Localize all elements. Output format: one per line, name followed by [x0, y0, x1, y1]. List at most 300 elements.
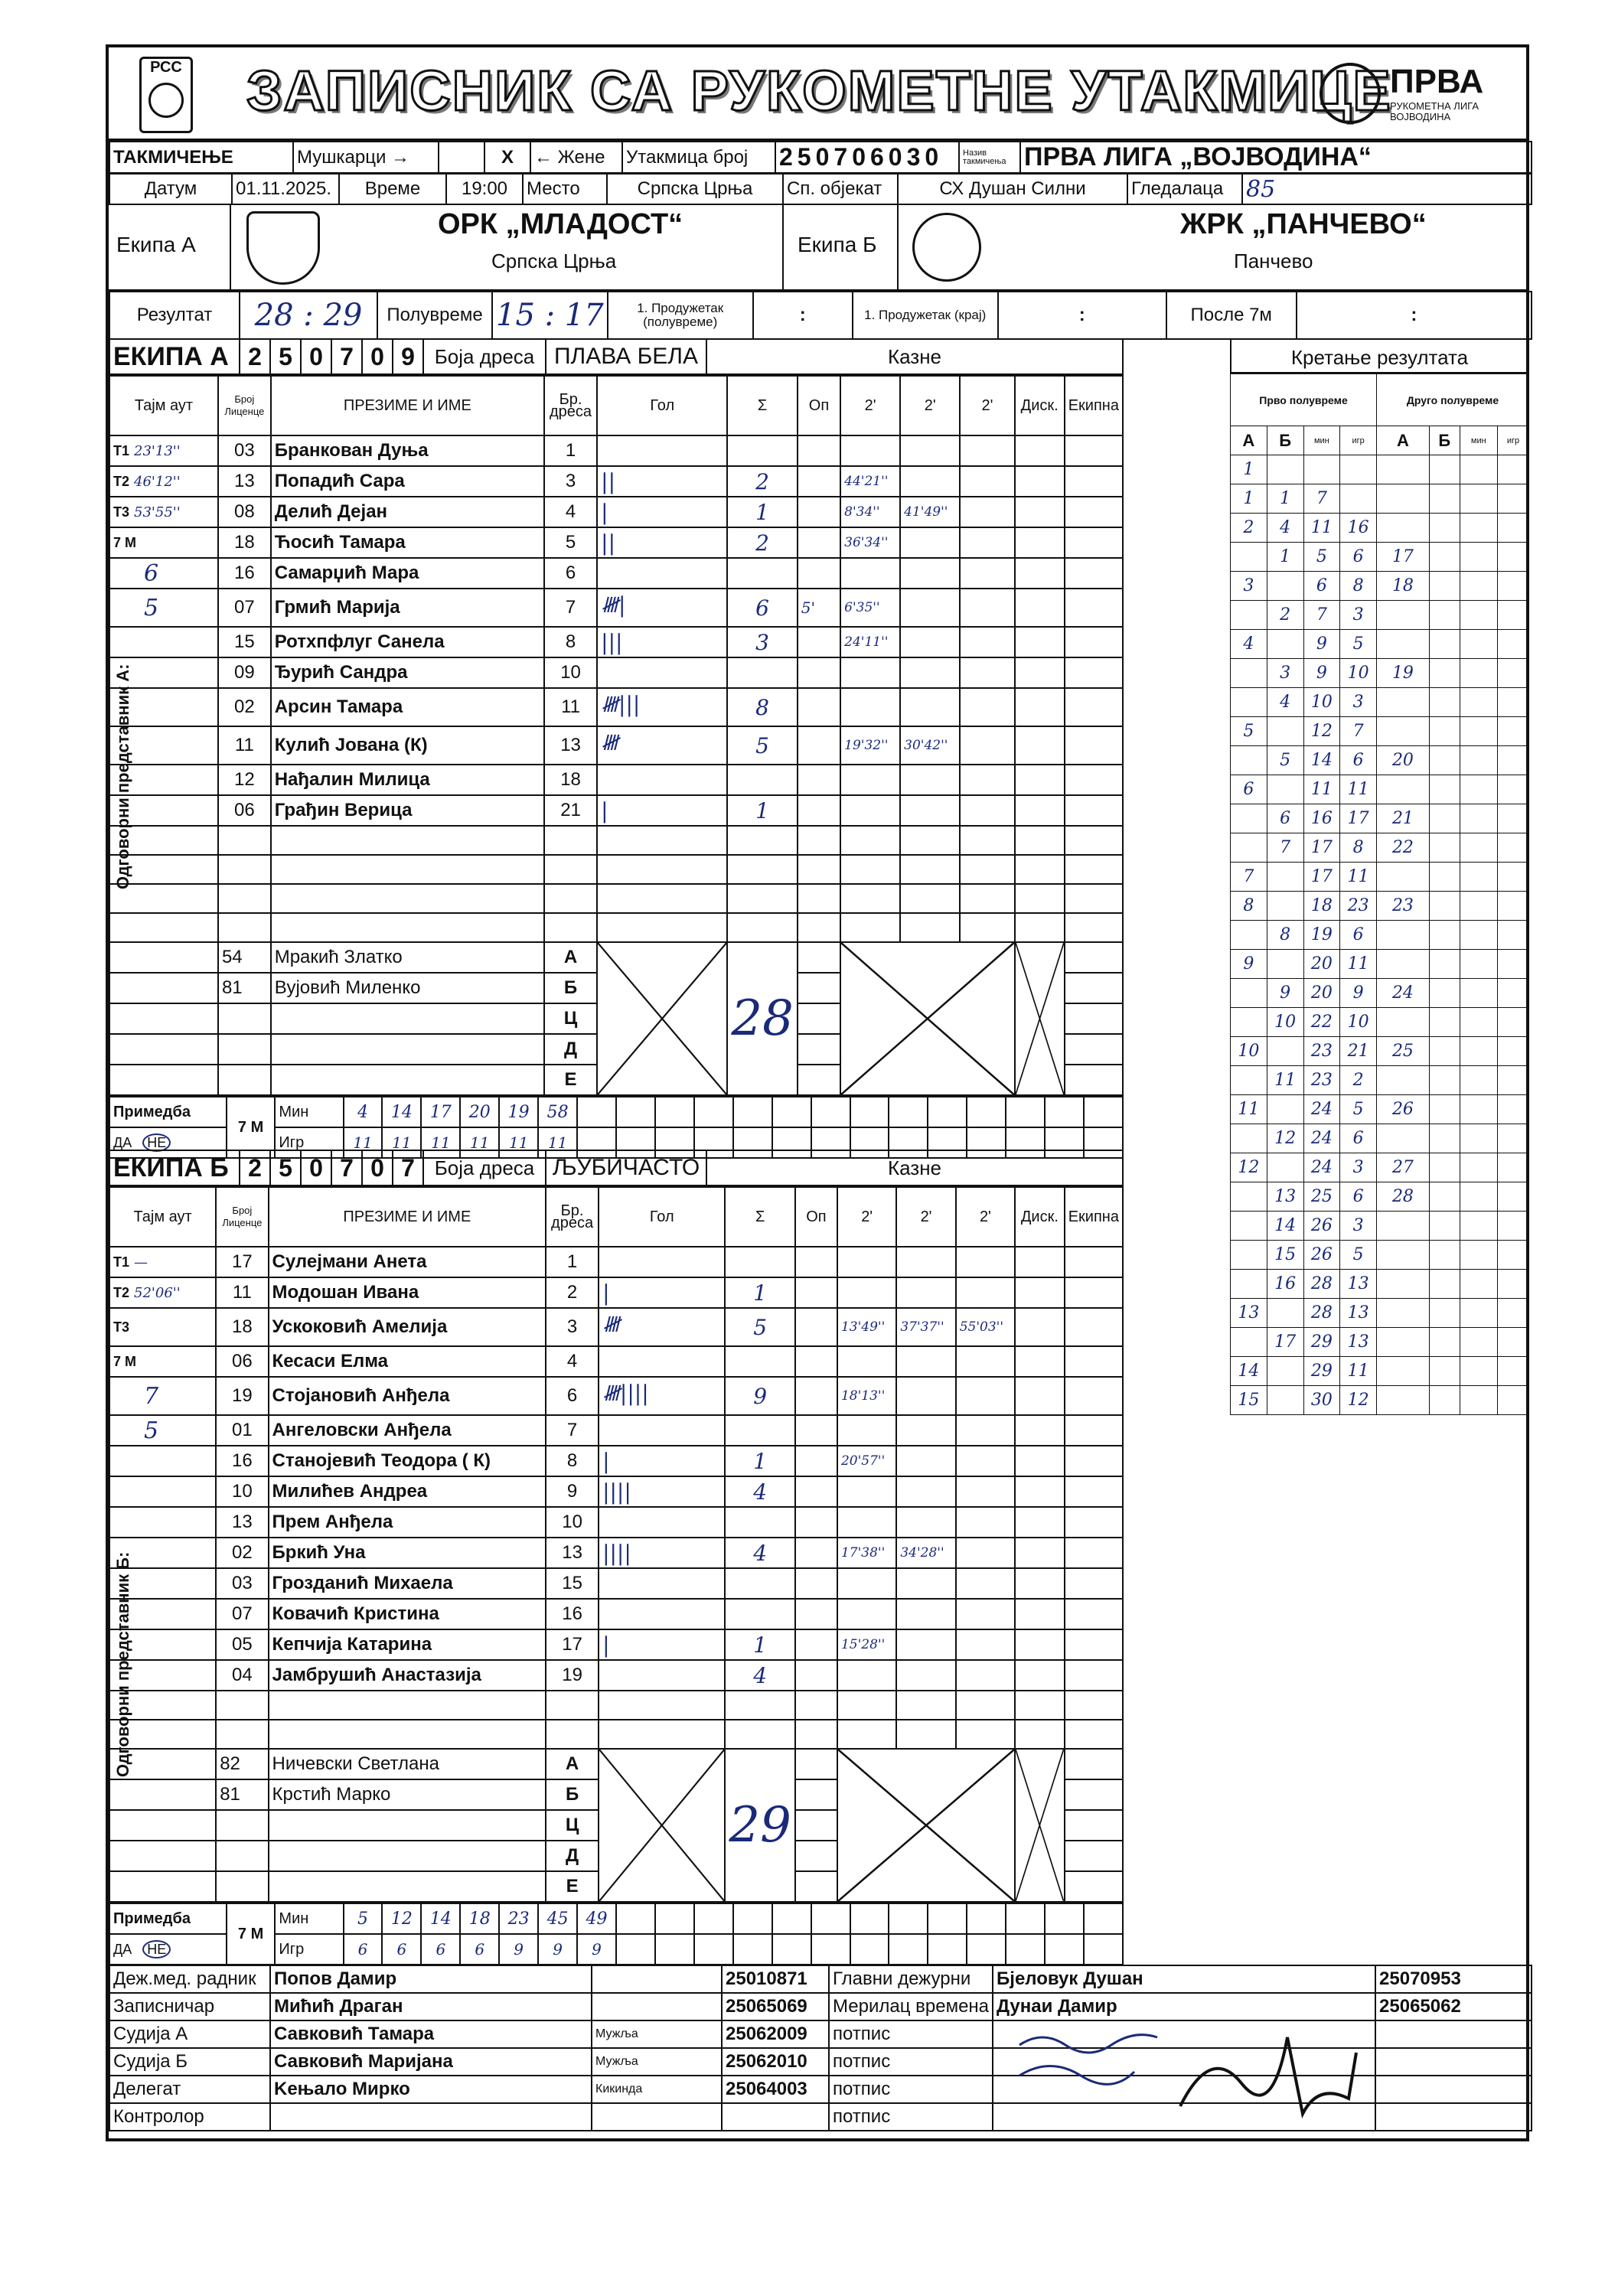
footer-role: Контролор [109, 2103, 270, 2131]
progress-cell: 22 [1377, 833, 1430, 863]
progress-cell: 11 [1340, 863, 1377, 892]
crossed-box [837, 1749, 1015, 1902]
team-code-digit: 0 [301, 339, 331, 374]
progress-cell [1460, 1008, 1497, 1037]
official-no: Ц [546, 1810, 599, 1841]
progress-cell [1497, 1212, 1528, 1241]
progress-row [1231, 630, 1529, 659]
progress-row [1231, 1357, 1529, 1386]
player-row [109, 1599, 1123, 1629]
progress-cell: 6 [1231, 775, 1267, 804]
empty-cell [109, 942, 218, 973]
timeout-value: 52'06'' [134, 1284, 181, 1301]
player-suspension [900, 765, 960, 795]
footer-lic: 25065069 [722, 1993, 829, 2020]
empty-row [109, 1691, 1123, 1720]
progress-cell: 10 [1231, 1037, 1267, 1066]
player-sum: 4 [725, 1476, 794, 1507]
player-team-pen [1065, 1346, 1123, 1377]
empty-cell [218, 913, 271, 942]
progress-cell [1429, 455, 1460, 484]
seven-m-minute: 12 [382, 1903, 421, 1934]
footer-lic2: 25070953 [1375, 1965, 1532, 1993]
seven-m-minute: 5 [344, 1903, 383, 1934]
player-disq [1015, 435, 1065, 466]
player-team-pen [1065, 558, 1123, 589]
player-goals [597, 435, 727, 466]
player-no: 6 [546, 1377, 599, 1415]
progress-cell: 4 [1231, 630, 1267, 659]
player-suspension [960, 726, 1015, 765]
player-sum [727, 435, 797, 466]
player-team-pen [1065, 466, 1123, 497]
progress-cell [1267, 1386, 1303, 1415]
progress-row [1231, 484, 1529, 514]
penalties-header: Казне [706, 1150, 1123, 1186]
player-name: Прем Анђела [269, 1507, 546, 1538]
progress-cell: 10 [1340, 659, 1377, 688]
player-name: Бранкован Дуња [271, 435, 544, 466]
progress-cell: 10 [1303, 688, 1340, 717]
player-suspension [837, 1346, 896, 1377]
progress-cell [1267, 1299, 1303, 1328]
player-suspension [896, 1568, 955, 1599]
player-goals: 𝍸|||| [599, 1377, 725, 1415]
progress-cell: 3 [1340, 1212, 1377, 1241]
empty-cell [1015, 884, 1065, 913]
official-no: А [544, 942, 597, 973]
seven-m-minute [733, 1903, 772, 1934]
progress-cell [1460, 1328, 1497, 1357]
official-name [269, 1871, 546, 1902]
progress-cell: 5 [1340, 1095, 1377, 1124]
player-no: 1 [546, 1247, 599, 1277]
player-disq [1015, 1660, 1065, 1691]
player-sum [725, 1247, 794, 1277]
seven-m-minute [850, 1903, 889, 1934]
player-disq [1015, 1507, 1065, 1538]
progress-cell [1429, 979, 1460, 1008]
progress-cell: 29 [1303, 1357, 1340, 1386]
empty-cell [546, 1720, 599, 1749]
official-lic: 81 [218, 973, 271, 1003]
progress-cell [1460, 746, 1497, 775]
progress-row [1231, 1095, 1529, 1124]
player-suspension [896, 1629, 955, 1660]
timeout-cell [109, 527, 218, 558]
progress-cell: 27 [1377, 1153, 1430, 1182]
empty-cell [798, 913, 840, 942]
player-lic: 02 [216, 1538, 268, 1568]
column-header: 2' [896, 1187, 955, 1247]
progress-cell: 20 [1303, 950, 1340, 979]
timeout-cell [109, 1247, 216, 1277]
player-row [109, 1277, 1123, 1308]
player-suspension [896, 1346, 955, 1377]
player-goals: | [599, 1446, 725, 1476]
player-suspension [896, 1599, 955, 1629]
player-goals: | [599, 1277, 725, 1308]
empty-cell [798, 942, 840, 973]
team-code-digit: 2 [240, 1150, 270, 1186]
progress-cell: 20 [1377, 746, 1430, 775]
footer-city [592, 1993, 722, 2020]
seven-m-player: 6 [344, 1934, 383, 1965]
empty-cell [840, 913, 900, 942]
half-time-score: 15 : 17 [492, 292, 608, 339]
footer-role2: потпис [829, 2020, 993, 2048]
player-suspension [840, 795, 900, 826]
seven-m-minute: 20 [460, 1097, 499, 1127]
seven-m-player [850, 1934, 889, 1965]
player-row [109, 627, 1123, 657]
progress-cell: 11 [1267, 1066, 1303, 1095]
timeout-label: 7 М [113, 534, 137, 550]
progress-cell [1377, 630, 1430, 659]
player-name: Ускоковић Амелија [269, 1308, 546, 1346]
progress-cell [1377, 1066, 1430, 1095]
seven-m-minute: 58 [538, 1097, 577, 1127]
player-team-pen [1065, 589, 1123, 627]
team-code-digit: 2 [240, 339, 270, 374]
progress-row [1231, 543, 1529, 572]
player-suspension: 37'37'' [896, 1308, 955, 1346]
team_a-total-goals: 28 [727, 942, 797, 1095]
progress-cell [1497, 833, 1528, 863]
empty-cell [218, 884, 271, 913]
timeout-cell [109, 1346, 216, 1377]
player-no: 6 [544, 558, 597, 589]
column-header: 2' [900, 376, 960, 435]
player-warning [795, 1308, 837, 1346]
player-suspension [956, 1415, 1015, 1446]
progress-cell: 5 [1267, 746, 1303, 775]
progress-cell [1377, 775, 1430, 804]
player-team-pen [1065, 435, 1123, 466]
progress-cell [1497, 804, 1528, 833]
progress-cell [1231, 659, 1267, 688]
player-suspension: 44'21'' [840, 466, 900, 497]
player-suspension [900, 589, 960, 627]
player-no: 7 [544, 589, 597, 627]
seven-m-minute [1084, 1903, 1123, 1934]
player-row [109, 1629, 1123, 1660]
progress-cell: 17 [1303, 863, 1340, 892]
seven-m-minute: 14 [421, 1903, 460, 1934]
player-sum: 3 [727, 627, 797, 657]
progress-cell [1497, 1386, 1528, 1415]
player-no: 5 [544, 527, 597, 558]
empty-cell [795, 1841, 837, 1871]
empty-cell [544, 884, 597, 913]
progress-row [1231, 833, 1529, 863]
progress-cell [1429, 921, 1460, 950]
player-no: 8 [546, 1446, 599, 1476]
player-suspension [837, 1507, 896, 1538]
player-goals: |||| [599, 1476, 725, 1507]
player-goals: 𝍸| [597, 589, 727, 627]
player-row [109, 1446, 1123, 1476]
empty-cell [960, 913, 1015, 942]
seven-m-mark: 5 [144, 594, 159, 621]
seven-m-player: 9 [499, 1934, 538, 1965]
progress-cell [1377, 1386, 1430, 1415]
progress-cell [1497, 514, 1528, 543]
progress-row [1231, 688, 1529, 717]
player-team-pen [1065, 1247, 1123, 1277]
player-name: Кепчија Катарина [269, 1629, 546, 1660]
player-suspension: 24'11'' [840, 627, 900, 657]
progress-cell: 17 [1303, 833, 1340, 863]
player-goals: 𝍸 [597, 726, 727, 765]
player-name: Ангеловски Анђела [269, 1415, 546, 1446]
progress-cell [1231, 1270, 1267, 1299]
player-team-pen [1065, 795, 1123, 826]
player-goals [599, 1599, 725, 1629]
progress-cell [1429, 1328, 1460, 1357]
player-sum: 5 [725, 1308, 794, 1346]
player-goals: |||| [599, 1538, 725, 1568]
teams-row: Екипа А ОРК „МЛАДОСТ“ Српска Црња Екипа Б ЖРК „ПАНЧЕВО“ Панчево [109, 205, 1526, 291]
progress-cell [1429, 1153, 1460, 1182]
column-header: Број Лиценце [216, 1187, 268, 1247]
player-no: 9 [546, 1476, 599, 1507]
player-disq [1015, 1247, 1065, 1277]
column-header: Диск. [1015, 376, 1065, 435]
official-row [109, 942, 1123, 973]
player-warning [795, 1346, 837, 1377]
progress-cell [1231, 1124, 1267, 1153]
timeout-label: T1 [113, 442, 130, 458]
seven-m-player [928, 1934, 967, 1965]
player-lic: 16 [216, 1446, 268, 1476]
player-suspension [896, 1507, 955, 1538]
empty-cell [1015, 1691, 1065, 1720]
team_b-jersey-color: ЉУБИЧАСТО [546, 1150, 706, 1186]
progress-cell [1231, 688, 1267, 717]
player-disq [1015, 627, 1065, 657]
seven-m-player: 11 [421, 1127, 460, 1158]
progress-cell [1497, 455, 1528, 484]
footer-name: Keњало Мирко [270, 2076, 592, 2103]
empty-cell [544, 855, 597, 884]
progress-cell [1429, 950, 1460, 979]
empty-cell [896, 1691, 955, 1720]
player-no: 13 [544, 726, 597, 765]
progress-cell [1460, 1270, 1497, 1299]
progress-cell: 19 [1377, 659, 1430, 688]
progress-row [1231, 1037, 1529, 1066]
empty-cell [798, 1034, 840, 1065]
player-suspension: 19'32'' [840, 726, 900, 765]
player-no: 10 [546, 1507, 599, 1538]
team-code-digit: 5 [270, 339, 301, 374]
footer-city: Кикинда [592, 2076, 722, 2103]
seven-m-minute [772, 1903, 811, 1934]
seven-m-minute [655, 1097, 694, 1127]
progress-cell [1267, 1037, 1303, 1066]
note-no-circled: НЕ [142, 1940, 171, 1958]
note-yes-no [109, 1934, 227, 1965]
player-suspension [956, 1538, 1015, 1568]
player-team-pen [1065, 1308, 1123, 1346]
seven-m-mark: 7 [144, 1382, 159, 1410]
progress-cell [1497, 892, 1528, 921]
progress-cell [1429, 1270, 1460, 1299]
progress-cell: 16 [1303, 804, 1340, 833]
player-suspension: 15'28'' [837, 1629, 896, 1660]
seven-m-minute: 19 [499, 1097, 538, 1127]
player-disq [1015, 1629, 1065, 1660]
player-suspension: 55'03'' [956, 1308, 1015, 1346]
player-row [109, 1538, 1123, 1568]
progress-cell: 3 [1231, 572, 1267, 601]
progress-cell [1497, 1299, 1528, 1328]
player-warning [795, 1629, 837, 1660]
player-team-pen [1065, 1538, 1123, 1568]
player-name: Ћосић Тамара [271, 527, 544, 558]
empty-cell [109, 1034, 218, 1065]
footer-name2: Дунаи Дамир [993, 1993, 1375, 2020]
min-label: Мин [275, 1903, 343, 1934]
player-team-pen [1065, 1476, 1123, 1507]
progress-cell [1497, 1037, 1528, 1066]
footer-name: Попов Дамир [270, 1965, 592, 1993]
empty-cell [798, 884, 840, 913]
player-suspension [837, 1415, 896, 1446]
empty-cell [109, 913, 218, 942]
progress-cell [1429, 746, 1460, 775]
empty-cell [956, 1691, 1015, 1720]
progress-cell [1429, 1182, 1460, 1212]
progress-cell [1429, 717, 1460, 746]
empty-cell [271, 855, 544, 884]
team_b-total-goals: 29 [725, 1749, 794, 1902]
seven-m-mark: 5 [144, 1417, 159, 1444]
progress-cell: 1 [1267, 484, 1303, 514]
progress-cell: 22 [1303, 1008, 1340, 1037]
player-disq [1015, 657, 1065, 688]
empty-cell [1065, 1871, 1123, 1902]
player-sum [727, 765, 797, 795]
progress-row [1231, 1124, 1529, 1153]
player-lic: 12 [218, 765, 271, 795]
progress-cell: 12 [1340, 1386, 1377, 1415]
progress-cell [1377, 514, 1430, 543]
player-warning [795, 1377, 837, 1415]
progress-cell [1497, 1270, 1528, 1299]
timeout-cell [109, 589, 218, 627]
player-suspension [837, 1247, 896, 1277]
progress-cell [1377, 863, 1430, 892]
progress-cell [1377, 1008, 1430, 1037]
handball-icon [1320, 63, 1381, 124]
progress-cell [1497, 688, 1528, 717]
seven-m-minute [1084, 1097, 1123, 1127]
empty-cell [271, 826, 544, 855]
player-lic: 16 [218, 558, 271, 589]
player-no: 11 [544, 688, 597, 726]
footer-role: Делегат [109, 2076, 270, 2103]
official-no: Б [544, 973, 597, 1003]
player-goals: ||| [597, 627, 727, 657]
progress-cell [1340, 484, 1377, 514]
progress-cell: 18 [1377, 572, 1430, 601]
player-suspension [900, 435, 960, 466]
note-label: Примедба [109, 1097, 227, 1127]
player-no: 19 [546, 1660, 599, 1691]
progress-cell [1231, 979, 1267, 1008]
player-goals [599, 1415, 725, 1446]
progress-cell [1267, 1095, 1303, 1124]
column-header: Оп [795, 1187, 837, 1247]
federation-logo: РСС [139, 57, 193, 133]
player-suspension [960, 589, 1015, 627]
player-no: 4 [544, 497, 597, 527]
timeout-value: — [134, 1254, 148, 1270]
progress-cell: 15 [1231, 1386, 1267, 1415]
player-suspension [900, 795, 960, 826]
progress-cell: 16 [1340, 514, 1377, 543]
progress-cell [1460, 950, 1497, 979]
player-row [109, 1247, 1123, 1277]
progress-cell [1429, 484, 1460, 514]
official-no: А [546, 1749, 599, 1779]
progress-cell [1429, 804, 1460, 833]
official-no: Е [546, 1871, 599, 1902]
footer-role: Записничар [109, 1993, 270, 2020]
progress-cell: 14 [1303, 746, 1340, 775]
footer-city [592, 1965, 722, 1993]
empty-cell [1065, 1810, 1123, 1841]
player-sum: 4 [725, 1660, 794, 1691]
progress-cell [1497, 863, 1528, 892]
player-row [109, 795, 1123, 826]
progress-cell [1267, 892, 1303, 921]
player-team-pen [1065, 657, 1123, 688]
official-name: Мракић Златко [271, 942, 544, 973]
official-name [271, 1003, 544, 1034]
progress-row [1231, 659, 1529, 688]
seven-m-minute: 18 [460, 1903, 499, 1934]
progress-cell: 12 [1303, 717, 1340, 746]
empty-cell [725, 1720, 794, 1749]
progress-cell: 6 [1340, 1182, 1377, 1212]
empty-cell [1015, 826, 1065, 855]
player-suspension: 6'35'' [840, 589, 900, 627]
empty-row [109, 913, 1123, 942]
empty-cell [896, 1720, 955, 1749]
progress-cell [1231, 1066, 1267, 1095]
progress-cell: 14 [1267, 1212, 1303, 1241]
player-team-pen [1065, 527, 1123, 558]
official-lic: 81 [216, 1779, 268, 1810]
progress-cell: 2 [1267, 601, 1303, 630]
player-suspension [900, 627, 960, 657]
empty-cell [1065, 973, 1123, 1003]
player-team-pen [1065, 1277, 1123, 1308]
timeout-cell [109, 466, 218, 497]
progress-cell [1429, 833, 1460, 863]
progress-cell [1377, 601, 1430, 630]
progress-cell [1497, 950, 1528, 979]
progress-cell [1429, 1008, 1460, 1037]
progress-cell: 13 [1231, 1299, 1267, 1328]
progress-cell [1460, 892, 1497, 921]
player-warning [795, 1247, 837, 1277]
seven-m-minute [616, 1097, 655, 1127]
player-sum: 9 [725, 1377, 794, 1415]
